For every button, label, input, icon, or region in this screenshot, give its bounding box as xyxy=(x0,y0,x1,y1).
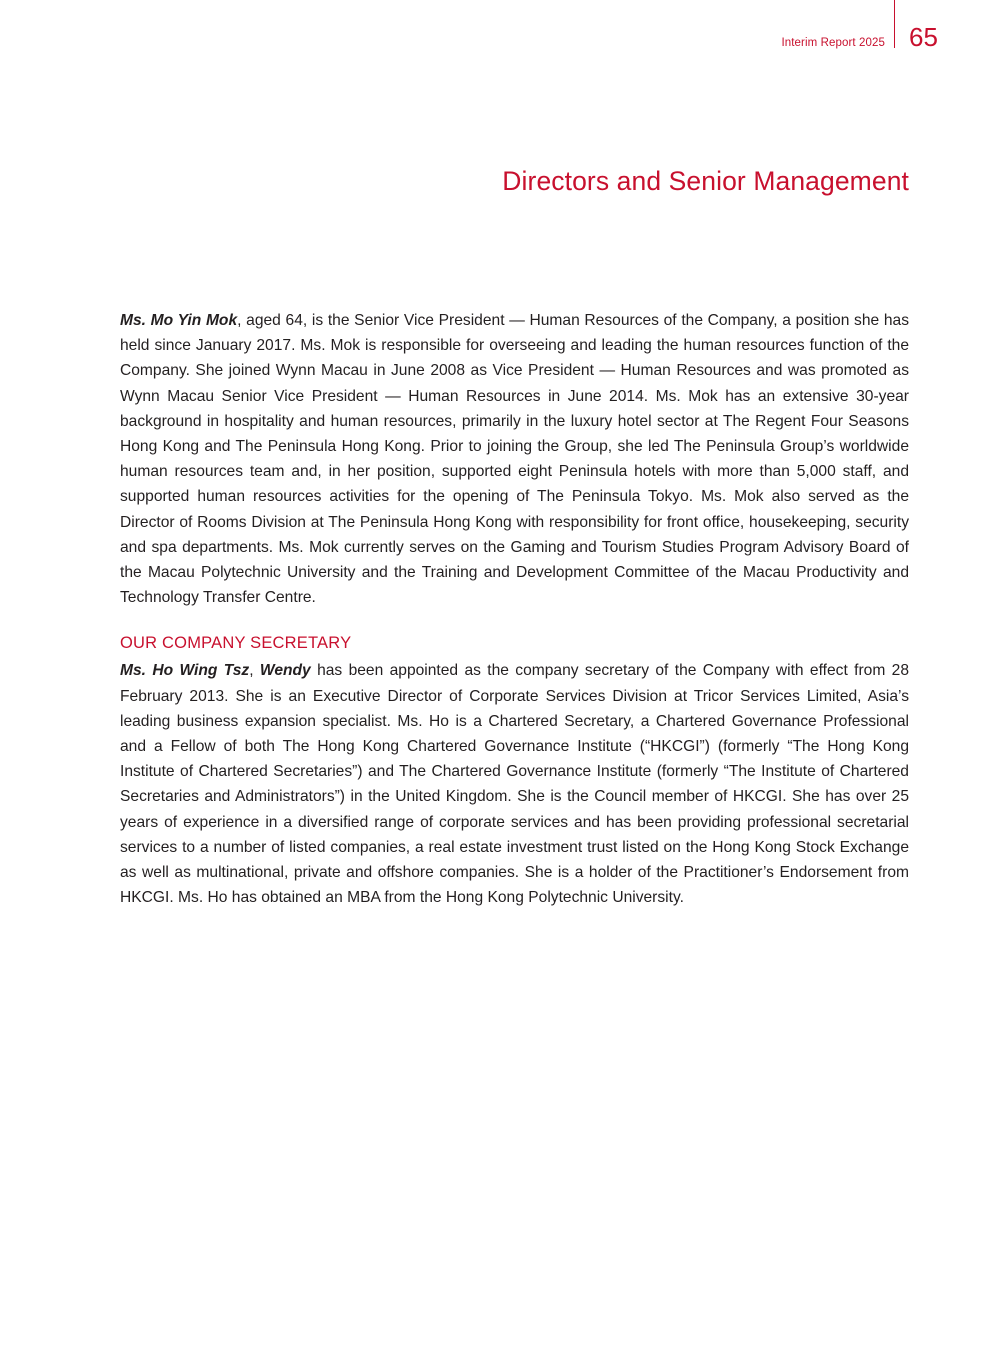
main-content xyxy=(120,308,909,910)
bio-name-separator: , xyxy=(249,662,260,680)
header-divider xyxy=(894,0,895,48)
bio-text-ho: has been appointed as the company secretary of the Company with effect from 28 February 2013. She is an Executive Director of Corporate Services Division at Tricor Services Limited, Asia’s leading business expansion specialist. Ms. Ho is a Chartered Secretary, a Chartered Governance Professional and a Fellow of both The Hong Kong Chartered Governance Institute (“HKCGI”) (formerly “The Hong Kong Institute of Chartered Secretaries”) and The Chartered Governance Institute (formerly “The Institute of Chartered Secretaries and Administrators”) in the United Kingdom. She is the Council member of HKCGI. She has over 25 years of experience in a diversified range of corporate services and has been providing professional secretarial services to a number of listed companies, a real estate investment trust listed on the Hong Kong Stock Exchange as well as multinational, private and offshore companies. She is a holder of the Practitioner’s Endorsement from HKCGI. Ms. Ho has obtained an MBA from the Hong Kong Polytechnic University. xyxy=(120,662,909,907)
page-number: 65 xyxy=(909,22,938,52)
bio-name-mok: Ms. Mo Yin Mok xyxy=(120,312,238,329)
bio-paragraph-ho xyxy=(120,658,909,910)
bio-name-ho-english: Wendy xyxy=(259,662,311,680)
bio-text-mok: , aged 64, is the Senior Vice President — Human Resources of the Company, a position she has held since January 2017. Ms. Mok is responsible for overseeing and leading the human resources function of the Company. She joined Wynn Macau in June 2008 as Vice President — Human Resources and was promoted as Wynn Macau Senior Vice President — Human Resources in June 2014. Ms. Mok has an extensive 30-year background in hospitality and human resources, primarily in the luxury hotel sector at The Regent Four Seasons Hong Kong and The Peninsula Hong Kong. Prior to joining the Group, she led The Peninsula Group’s worldwide human resources team and, in her position, supported eight Peninsula hotels with more than 5,000 staff, and supported human resources activities for the opening of The Peninsula Tokyo. Ms. Mok also served as the Director of Rooms Division at The Peninsula Hong Kong with responsibility for front office, housekeeping, security and spa departments. Ms. Mok currently serves on the Gaming and Tourism Studies Program Advisory Board of the Macau Polytechnic University and the Training and Development Committee of the Macau Productivity and Technology Transfer Centre. xyxy=(120,312,910,607)
section-heading-company-secretary: OUR COMPANY SECRETARY xyxy=(120,634,352,653)
report-label: Interim Report 2025 xyxy=(781,37,885,49)
bio-name-ho: Ms. Ho Wing Tsz xyxy=(120,662,250,680)
page-title: Directors and Senior Management xyxy=(502,166,909,196)
bio-paragraph-mok xyxy=(120,308,909,610)
